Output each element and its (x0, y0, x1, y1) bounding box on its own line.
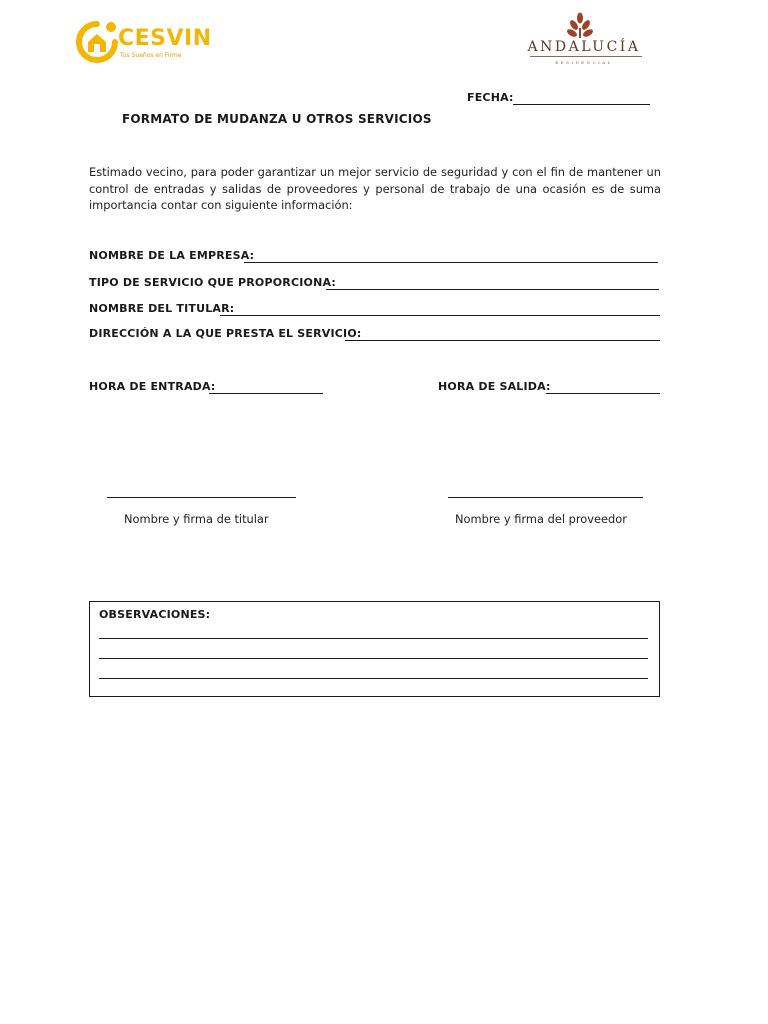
empresa-label: NOMBRE DE LA EMPRESA: (89, 249, 255, 262)
hora-entrada-field[interactable] (209, 393, 323, 394)
firma-proveedor-line[interactable] (448, 497, 643, 498)
hora-entrada-label: HORA DE ENTRADA: (89, 380, 216, 393)
andalucia-divider (530, 56, 642, 57)
tipo-servicio-label: TIPO DE SERVICIO QUE PROPORCIONA: (89, 276, 337, 289)
intro-paragraph: Estimado vecino, para poder garantizar un mejor servicio de seguridad y con el fin de mantener un control de entradas y salidas de proveedores y personal de trabajo de una ocasión es de suma importancia contar con siguiente información: (89, 165, 661, 212)
observaciones-line[interactable] (99, 678, 648, 679)
titular-label: NOMBRE DEL TITULAR: (89, 302, 235, 315)
cesvin-brand-name: CESVIN (118, 26, 212, 51)
fecha-field[interactable] (513, 104, 650, 105)
fecha-label: FECHA: (467, 91, 514, 104)
andalucia-brand-name: ANDALUCÍA (527, 39, 641, 55)
empresa-field[interactable] (244, 262, 658, 263)
firma-proveedor-caption: Nombre y firma del proveedor (455, 512, 627, 526)
tipo-servicio-field[interactable] (326, 289, 659, 290)
hora-salida-field[interactable] (546, 393, 660, 394)
andalucia-subtitle: RESIDENCIAL (555, 60, 613, 65)
observaciones-line[interactable] (99, 638, 648, 639)
firma-titular-caption: Nombre y firma de titular (124, 512, 269, 526)
observaciones-label: OBSERVACIONES: (99, 608, 211, 621)
observaciones-line[interactable] (99, 658, 648, 659)
titular-field[interactable] (220, 315, 660, 316)
form-title: FORMATO DE MUDANZA U OTROS SERVICIOS (122, 112, 432, 126)
direccion-field[interactable] (345, 340, 660, 341)
firma-titular-line[interactable] (107, 497, 296, 498)
hora-salida-label: HORA DE SALIDA: (438, 380, 551, 393)
direccion-label: DIRECCIÓN A LA QUE PRESTA EL SERVICIO: (89, 327, 362, 340)
cesvin-house-icon (74, 18, 120, 64)
cesvin-slogan: Tus Sueños en Firme (120, 52, 182, 59)
